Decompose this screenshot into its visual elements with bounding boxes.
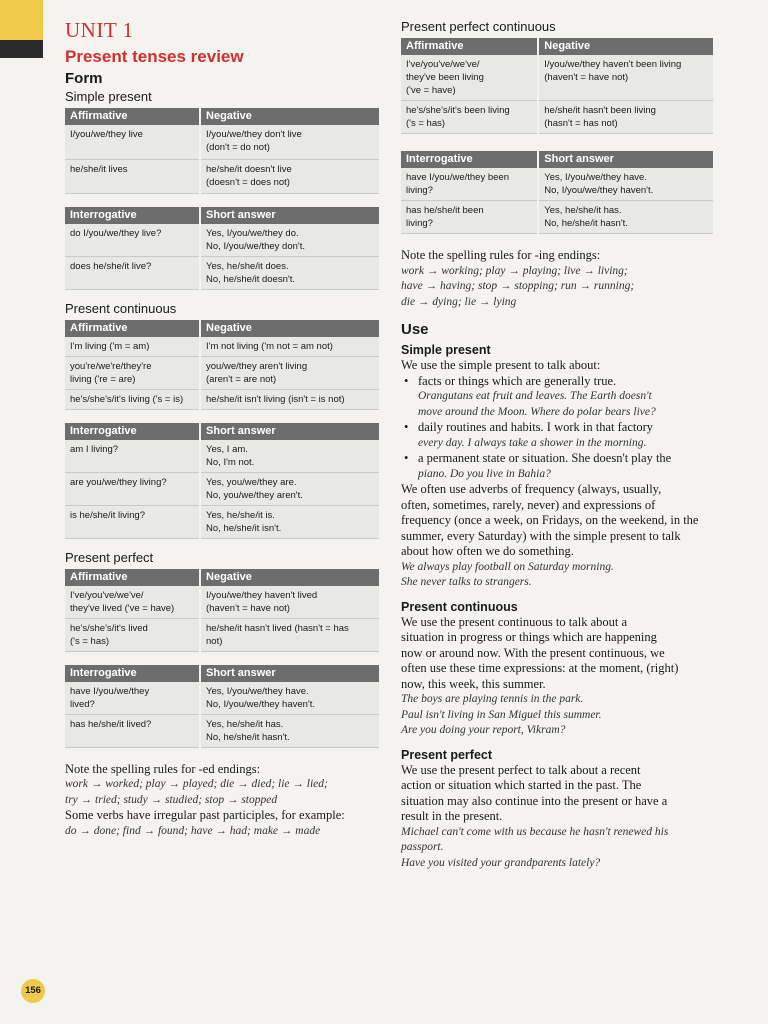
negative-cell: I/you/we/they haven't lived (haven't = have not)	[200, 586, 379, 619]
use-simple-present-list	[401, 374, 713, 483]
simple-present-interrogative-table	[65, 207, 379, 290]
affirmative-header: Affirmative	[401, 38, 538, 55]
table-row	[65, 224, 379, 257]
use-heading: Use	[401, 321, 429, 338]
negative-cell: I'm not living ('m not = am not)	[200, 337, 379, 357]
table-row	[65, 682, 379, 715]
table-row	[401, 101, 713, 134]
affirmative-cell: he/she/it lives	[65, 159, 200, 193]
use-simple-present-heading: Simple present	[401, 343, 491, 357]
short-answer-header: Short answer	[200, 665, 379, 682]
short-answer-header: Short answer	[538, 151, 713, 168]
answer-cell: Yes, I am. No, I'm not.	[200, 440, 379, 473]
ed-note-line: try → tried; study → studied; stop → stopped	[65, 793, 278, 806]
short-answer-header: Short answer	[200, 207, 379, 224]
ing-note-line: have → having; stop → stopping; run → running;	[401, 280, 635, 292]
left-column	[65, 18, 379, 839]
affirmative-header: Affirmative	[65, 569, 200, 586]
table-row	[65, 714, 379, 747]
ing-note-line: work → working; play → playing; live → living;	[401, 264, 628, 277]
answer-cell: Yes, I/you/we/they do. No, I/you/we/they don't.	[200, 224, 379, 257]
interrogative-header: Interrogative	[401, 151, 538, 168]
question-cell: do I/you/we/they live?	[65, 224, 200, 257]
answer-cell: Yes, he/she/it has. No, he/she/it hasn't.	[538, 201, 713, 234]
present-perfect-continuous-affirmative-table	[401, 38, 713, 134]
negative-header: Negative	[200, 320, 379, 337]
affirmative-cell: I'm living ('m = am)	[65, 337, 200, 357]
affirmative-cell: you're/we're/they're living ('re = are)	[65, 356, 200, 389]
negative-cell: I/you/we/they haven't been living (haven't = have not)	[538, 55, 713, 101]
affirmative-header: Affirmative	[65, 320, 200, 337]
table-row	[401, 201, 713, 234]
question-cell: has he/she/it been living?	[401, 201, 538, 234]
unit-label: UNIT 1	[65, 18, 134, 42]
ed-note-line: work → worked; play → played; die → died; lie → lied;	[65, 778, 328, 790]
list-item: • facts or things which are generally true. Orangutans eat fruit and leaves. The Earth doesn't move around the Moon. Where do polar bears live?	[404, 373, 656, 418]
affirmative-header: Affirmative	[65, 108, 200, 125]
answer-cell: Yes, he/she/it is. No, he/she/it isn't.	[200, 505, 379, 538]
interrogative-header: Interrogative	[65, 665, 200, 682]
negative-cell: I/you/we/they don't live (don't = do not)	[200, 125, 379, 159]
negative-header: Negative	[200, 569, 379, 586]
answer-cell: Yes, I/you/we/they have. No, I/you/we/they haven't.	[200, 682, 379, 715]
example-sentence: She never talks to strangers.	[401, 576, 532, 588]
ed-note-intro: Note the spelling rules for -ed endings:	[65, 761, 261, 776]
present-continuous-heading: Present continuous	[65, 300, 177, 316]
use-present-continuous-heading: Present continuous	[401, 599, 518, 614]
ed-spelling-note	[65, 762, 379, 840]
table-row	[65, 159, 379, 193]
example-sentence: Michael can't come with us because he hasn't renewed his	[401, 825, 669, 838]
interrogative-header: Interrogative	[65, 207, 200, 224]
table-row	[65, 586, 379, 619]
negative-cell: you/we/they aren't living (aren't = are not)	[200, 356, 379, 389]
example-sentence: Have you visited your grandparents lately?	[401, 856, 601, 869]
simple-present-affirmative-table	[65, 108, 379, 194]
table-row	[65, 256, 379, 289]
example-sentence: The boys are playing tennis in the park.	[401, 693, 584, 705]
present-perfect-heading: Present perfect	[65, 549, 154, 565]
question-cell: does he/she/it live?	[65, 256, 200, 289]
question-cell: have I/you/we/they lived?	[65, 682, 200, 715]
table-row	[65, 440, 379, 473]
page-title: Present tenses review	[65, 47, 244, 66]
present-perfect-continuous-interrogative-table	[401, 151, 713, 234]
affirmative-cell: he's/she's/it's lived ('s = has)	[65, 618, 200, 651]
table-row	[65, 337, 379, 357]
ed-note-text: Some verbs have irregular past participles, for example:	[65, 808, 345, 822]
example-sentence: We always play football on Saturday morning.	[401, 560, 614, 573]
present-perfect-interrogative-table	[65, 665, 379, 748]
question-cell: have I/you/we/they been living?	[401, 168, 538, 201]
short-answer-header: Short answer	[200, 423, 379, 440]
page-number: 156	[21, 979, 45, 1003]
answer-cell: Yes, he/she/it does. No, he/she/it doesn't.	[200, 256, 379, 289]
present-perfect-continuous-heading: Present perfect continuous	[401, 19, 556, 34]
present-perfect-affirmative-table	[65, 569, 379, 652]
table-row	[65, 125, 379, 159]
negative-cell: he/she/it hasn't lived (hasn't = has not)	[200, 618, 379, 651]
affirmative-cell: he's/she's/it's been living ('s = has)	[401, 101, 538, 134]
negative-cell: he/she/it hasn't been living (hasn't = has not)	[538, 101, 713, 134]
question-cell: has he/she/it lived?	[65, 714, 200, 747]
table-row	[401, 168, 713, 201]
page-tab-marker	[0, 0, 43, 40]
table-row	[401, 55, 713, 101]
answer-cell: Yes, I/you/we/they have. No, I/you/we/they haven't.	[538, 168, 713, 201]
answer-cell: Yes, you/we/they are. No, you/we/they aren't.	[200, 472, 379, 505]
affirmative-cell: I/you/we/they live	[65, 125, 200, 159]
page-tab-dark-marker	[0, 40, 43, 58]
example-sentence: Are you doing your report, Vikram?	[401, 724, 566, 736]
present-continuous-paragraph: We use the present continuous to talk about a situation in progress or things which are happening now or around now. With the present continuous, we often use these time expressions: at the moment, (right) now, this week, this summer.	[401, 614, 679, 691]
interrogative-header: Interrogative	[65, 423, 200, 440]
frequency-paragraph: We often use adverbs of frequency (always, usually, often, sometimes, rarely, never) and expressions of frequency (once a week, on Fridays, on the weekend, in the summer, every Saturday) with the simple present to talk about how often we do something.	[401, 482, 699, 558]
affirmative-cell: he's/she's/it's living ('s = is)	[65, 389, 200, 409]
negative-header: Negative	[200, 108, 379, 125]
list-item: • a permanent state or situation. She doesn't play the piano. Do you live in Bahia?	[404, 451, 672, 480]
table-row	[65, 389, 379, 409]
ing-note-intro: Note the spelling rules for -ing endings:	[401, 248, 601, 262]
table-row	[65, 472, 379, 505]
present-continuous-interrogative-table	[65, 423, 379, 539]
present-continuous-affirmative-table	[65, 320, 379, 410]
question-cell: am I living?	[65, 440, 200, 473]
ing-note-line: die → dying; lie → lying	[401, 295, 517, 308]
simple-present-heading: Simple present	[65, 89, 152, 104]
ed-note-examples: do → done; find → found; have → had; make → made	[65, 824, 321, 837]
affirmative-cell: I've/you've/we've/ they've been living ('ve = have)	[401, 55, 538, 101]
use-simple-present-intro: We use the simple present to talk about:	[401, 358, 601, 372]
right-column	[401, 18, 713, 871]
negative-header: Negative	[538, 38, 713, 55]
negative-cell: he/she/it isn't living (isn't = is not)	[200, 389, 379, 409]
use-present-perfect-heading: Present perfect	[401, 747, 493, 762]
question-cell: is he/she/it living?	[65, 505, 200, 538]
table-row	[65, 505, 379, 538]
table-row	[65, 618, 379, 651]
form-heading: Form	[65, 70, 103, 87]
list-item: • daily routines and habits. I work in that factory every day. I always take a shower in the morning.	[404, 420, 654, 449]
negative-cell: he/she/it doesn't live (doesn't = does not)	[200, 159, 379, 193]
example-sentence: passport.	[401, 841, 444, 853]
question-cell: are you/we/they living?	[65, 472, 200, 505]
ing-spelling-note	[401, 248, 713, 310]
example-sentence: Paul isn't living in San Miguel this summer.	[401, 708, 602, 721]
present-perfect-paragraph: We use the present perfect to talk about a recent action or situation which started in the past. The situation may also continue into the present or have a result in the present.	[401, 762, 668, 823]
table-row	[65, 356, 379, 389]
answer-cell: Yes, he/she/it has. No, he/she/it hasn't.	[200, 714, 379, 747]
affirmative-cell: I've/you've/we've/ they've lived ('ve = have)	[65, 586, 200, 619]
